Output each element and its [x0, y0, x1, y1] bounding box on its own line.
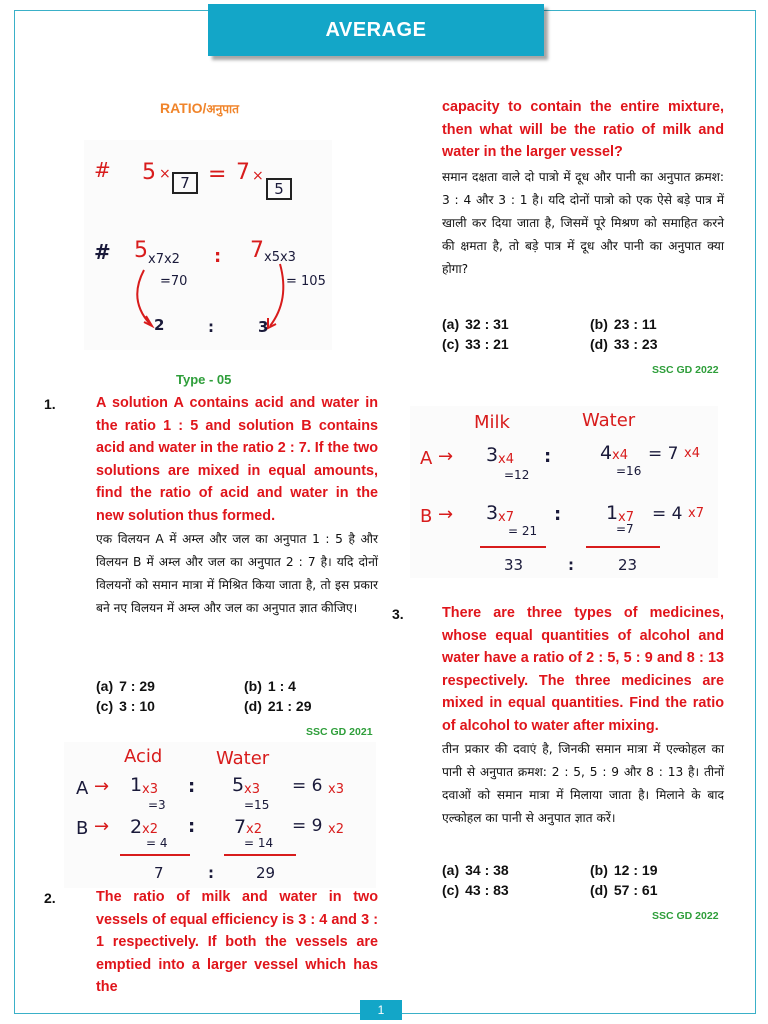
q3-source: SSC GD 2022 — [652, 910, 719, 922]
ratio-rule-diagram — [84, 140, 332, 350]
sol2-row-a-r1: =12 — [504, 468, 530, 482]
q2-option-c: (c) 33 : 21 — [442, 336, 509, 352]
rule1-a: 5 — [142, 160, 156, 185]
sol2-row-a-eq: = 7 — [648, 444, 679, 464]
q3-hindi: तीन प्रकार की दवाएं है, जिनकी समान मात्रा में एल्कोहल का पानी से अनुपात क्रमश: 2 : 5, 5 : 9 और 8 : 13 है। तीनों दवाओं को समान मात्रा में मिलाया जाता है। मिलाने के बाद एल्कोहल का पानी से अनुपात ज्ञात करें। — [442, 742, 724, 825]
sol1-row-a-r1: =3 — [148, 798, 166, 812]
sol1-row-b-r1: = 4 — [146, 836, 168, 850]
q3-option-d: (d) 57 : 61 — [590, 882, 658, 898]
page-number — [360, 1000, 402, 1020]
rule1-a-box: 7 — [172, 172, 198, 194]
page-number-text: 1 — [377, 1003, 385, 1017]
rule2-result-2: 3 — [258, 318, 269, 336]
sol1-row-b-eq: = 9 — [292, 816, 323, 836]
sol2-row-b-colon: : — [554, 504, 562, 525]
q3-english: There are three types of medicines, whose equal quantities of alcohol and water have a ratio of 2 : 5, 5 : 9 and 8 : 13 respectively. The three medicines are mixed in equal quantities. Find the ratio of alcohol to water after mixing. — [442, 605, 724, 734]
rule2-b-mult: x5x3 — [264, 250, 296, 265]
q3-option-c: (c) 43 : 83 — [442, 882, 509, 898]
rule2-a: 5 — [134, 238, 148, 263]
q1-source: SSC GD 2021 — [306, 726, 373, 738]
page-title — [208, 4, 544, 56]
ratio-title-hi: अनुपात — [206, 102, 239, 116]
q3-number: 3. — [392, 606, 404, 622]
rule1-times-b: × — [252, 168, 264, 184]
sol2-heading-water: Water — [582, 410, 636, 431]
sol1-row-b-colon: : — [188, 816, 196, 837]
q1-options — [96, 678, 374, 714]
sol1-row-b-v2: 7 — [234, 816, 247, 838]
rule2-result-colon: : — [208, 318, 214, 336]
sol1-row-a-arrow: → — [94, 776, 110, 797]
sol2-row-b-label: B — [420, 506, 433, 527]
sol1-row-a-label: A — [76, 778, 89, 799]
q2-english-part2: capacity to contain the entire mixture, then what will be the ratio of milk and water in the larger vessel? — [442, 99, 724, 161]
sol2-row-a-r2: =16 — [616, 464, 642, 478]
sol2-total-colon: : — [568, 556, 574, 574]
q1-option-b: (b) 1 : 4 — [244, 678, 296, 694]
sol1-row-b-m1: x2 — [142, 822, 158, 837]
sol1-row-b-m3: x2 — [328, 822, 344, 837]
sol1-heading-water: Water — [216, 748, 270, 769]
sol2-sum-line-1 — [480, 546, 546, 548]
sol2-total-2: 23 — [618, 556, 638, 574]
rule2-b-result: = 105 — [286, 274, 326, 289]
sol2-sum-line-2 — [586, 546, 660, 548]
type-heading: Type - 05 — [176, 372, 232, 387]
sol1-total-1: 7 — [154, 864, 164, 882]
sol2-row-a-arrow: → — [438, 446, 454, 467]
q3-option-b: (b) 12 : 19 — [590, 862, 658, 878]
rule1-b: 7 — [236, 160, 250, 185]
sol2-row-b-arrow: → — [438, 504, 454, 525]
q1-english: A solution A contains acid and water in the ratio 1 : 5 and solution B contains acid and water in the ratio 2 : 7. If the two solutions are mixed in equal amounts, find the ratio of acid and water in the new solution thus formed. — [96, 395, 378, 524]
q1-hindi: एक विलयन A में अम्ल और जल का अनुपात 1 : 5 है और विलयन B में अम्ल और जल का अनुपात 2 : 7 है। यदि दोनों विलयनों को समान मात्रा में मिश्रित किया जाता है, तो इस प्रकार बने नए विलयन में अम्ल और जल का अनुपात ज्ञात कीजिए। — [96, 532, 378, 615]
q3-option-a: (a) 34 : 38 — [442, 862, 509, 878]
sol2-row-b-m3: x7 — [688, 506, 704, 521]
sol1-row-a-colon: : — [188, 776, 196, 797]
rule2-a-mult: x7x2 — [148, 252, 180, 267]
sol2-row-a-v2: 4 — [600, 442, 613, 464]
q2-option-a: (a) 32 : 31 — [442, 316, 509, 332]
q2-solution-diagram — [410, 406, 718, 578]
sol2-row-b-m2: x7 — [618, 510, 634, 525]
q2-number: 2. — [44, 890, 56, 906]
sol1-sum-line-2 — [224, 854, 296, 856]
q2-option-d: (d) 33 : 23 — [590, 336, 658, 352]
sol1-row-b-v1: 2 — [130, 816, 143, 838]
sol1-row-a-m1: x3 — [142, 782, 158, 797]
q1-option-c: (c) 3 : 10 — [96, 698, 155, 714]
sol1-row-a-eq: = 6 — [292, 776, 323, 796]
q2-options — [442, 316, 720, 352]
rule2-b: 7 — [250, 238, 264, 263]
sol2-row-b-v1: 3 — [486, 502, 499, 524]
sol2-row-b-r1: = 21 — [508, 524, 538, 538]
sol2-row-a-m2: x4 — [612, 448, 628, 463]
rule1-equals: = — [208, 162, 227, 187]
sol1-heading-acid: Acid — [124, 746, 163, 767]
sol2-row-a-v1: 3 — [486, 444, 499, 466]
rule1-b-box: 5 — [266, 178, 292, 200]
q2-hindi: समान दक्षता वाले दो पात्रो में दूध और पानी का अनुपात क्रमश: 3 : 4 और 3 : 1 है। यदि दोनों पात्रो को एक ऐसे बड़े पात्र में खाली कर दिया जाता है, जिसमें पूरे मिश्रण को समाहित करने की क्षमता है, तो बड़े पात्र में दूध और पानी का अनुपात क्या होगा? — [442, 170, 724, 276]
sol1-row-a-v2: 5 — [232, 774, 245, 796]
ratio-title-en: RATIO/ — [160, 100, 207, 116]
ratio-section-title — [160, 100, 239, 117]
sol1-total-2: 29 — [256, 864, 276, 882]
sol2-heading-milk: Milk — [474, 412, 510, 433]
rule1-hash: # — [94, 158, 111, 182]
q1-number: 1. — [44, 396, 56, 412]
sol2-row-b-r2: =7 — [616, 522, 634, 536]
sol1-row-b-m2: x2 — [246, 822, 262, 837]
sol2-row-a-m1: x4 — [498, 452, 514, 467]
rule2-hash: # — [94, 240, 111, 264]
sol2-row-a-colon: : — [544, 446, 552, 467]
sol1-sum-line-1 — [120, 854, 190, 856]
sol2-row-b-v2: 1 — [606, 502, 619, 524]
sol2-total-1: 33 — [504, 556, 524, 574]
page-title-text: AVERAGE — [325, 18, 427, 41]
q1-solution-diagram — [64, 742, 376, 888]
rule1-times-a: × — [159, 166, 171, 182]
sol1-row-b-label: B — [76, 818, 89, 839]
sol1-total-colon: : — [208, 864, 214, 882]
q1-option-a: (a) 7 : 29 — [96, 678, 155, 694]
sol1-row-a-m2: x3 — [244, 782, 260, 797]
q2-english-part1: The ratio of milk and water in two vessels of equal efficiency is 3 : 4 and 3 : 1 respectively. If both the vessels are emptied into a larger vessel which has the — [96, 889, 378, 996]
rule2-a-result: =70 — [160, 274, 188, 289]
sol1-row-a-v1: 1 — [130, 774, 143, 796]
sol2-row-b-m1: x7 — [498, 510, 514, 525]
sol1-row-a-r2: =15 — [244, 798, 270, 812]
sol1-row-b-arrow: → — [94, 816, 110, 837]
q2-source: SSC GD 2022 — [652, 364, 719, 376]
sol1-row-a-m3: x3 — [328, 782, 344, 797]
sol2-row-b-eq: = 4 — [652, 504, 683, 524]
sol2-row-a-label: A — [420, 448, 433, 469]
q1-option-d: (d) 21 : 29 — [244, 698, 312, 714]
sol2-row-a-m3: x4 — [684, 446, 700, 461]
sol1-row-b-r2: = 14 — [244, 836, 274, 850]
rule2-result-1: 2 — [154, 316, 165, 334]
rule2-colon: : — [214, 246, 222, 267]
q3-options — [442, 862, 720, 898]
q2-option-b: (b) 23 : 11 — [590, 316, 657, 332]
